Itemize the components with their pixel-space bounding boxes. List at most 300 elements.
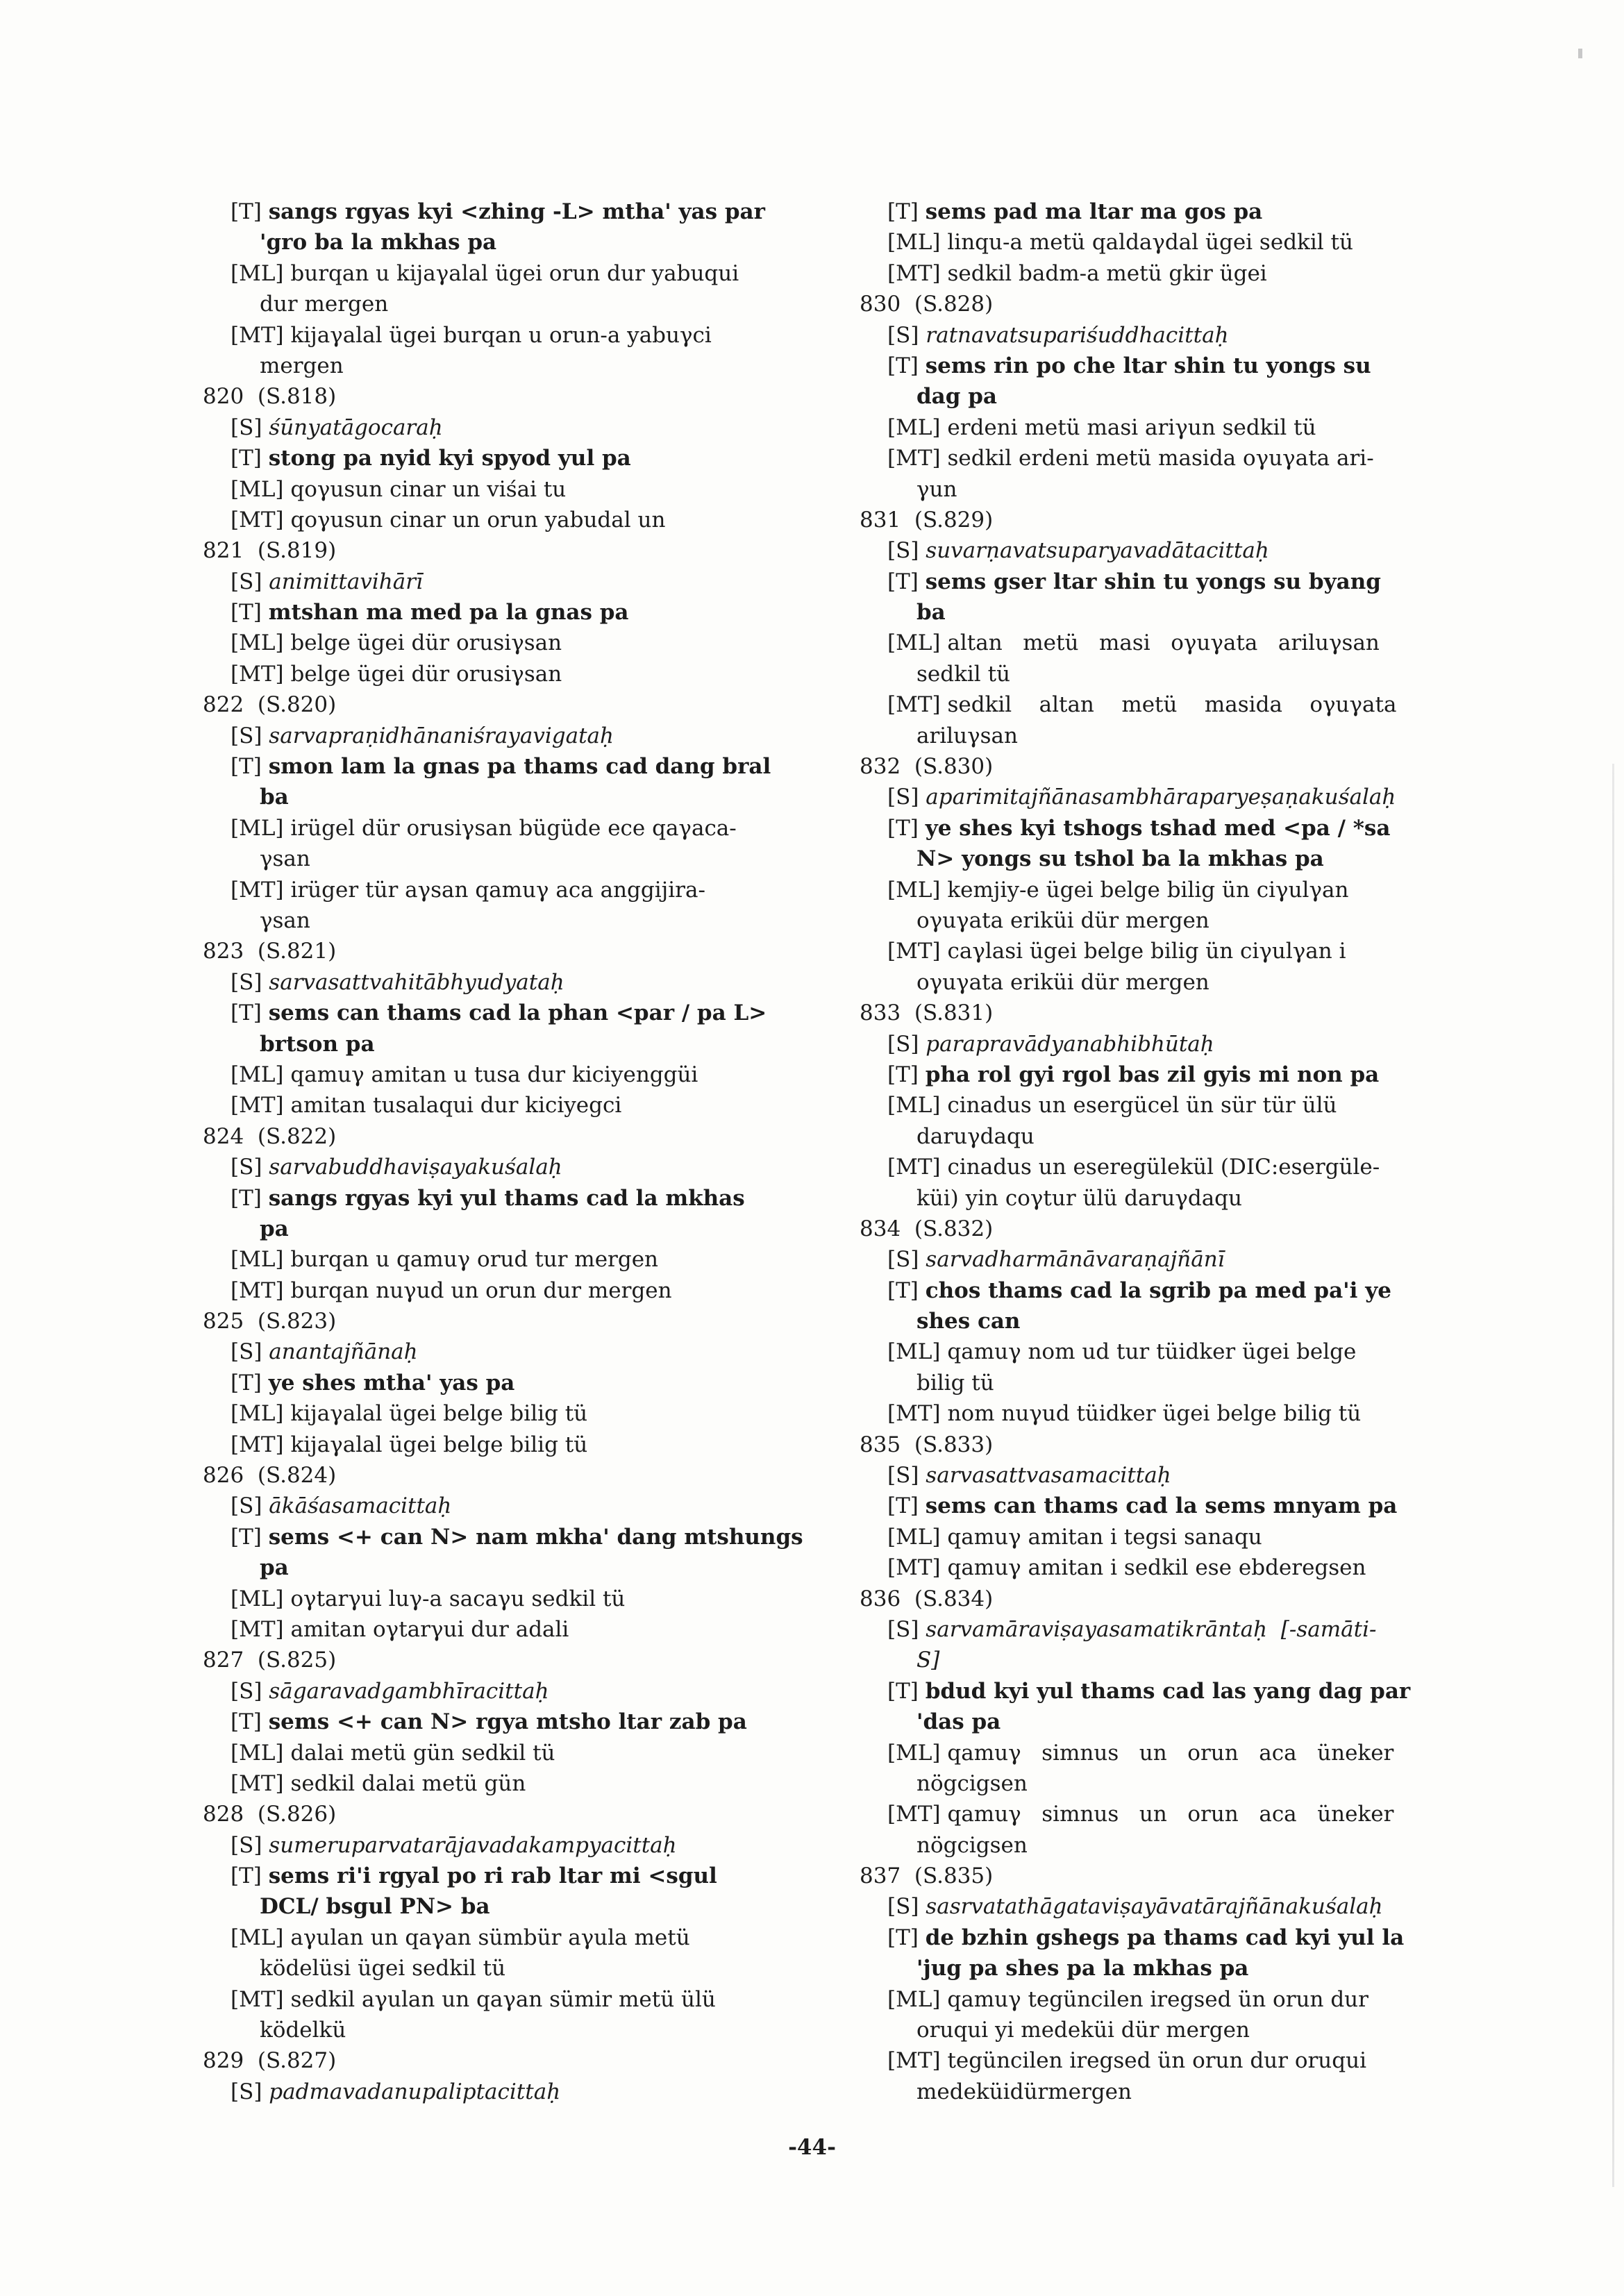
mongolian-text: dalai metü gün sedkil tü bbox=[290, 1740, 555, 1766]
line-tag: [ML] bbox=[231, 1401, 284, 1427]
entry-line bbox=[203, 1491, 828, 1521]
line-tag: [MT] bbox=[887, 1401, 941, 1427]
line-tag: [T] bbox=[887, 1925, 919, 1950]
entry-line bbox=[203, 1738, 828, 1768]
entry-line bbox=[860, 1059, 1484, 1090]
entry-continuation bbox=[860, 1953, 1484, 1984]
tibetan-text: pha rol gyi rgol bas zil gyis mi non pa bbox=[925, 1062, 1380, 1087]
mongolian-text: 830 (S.828) bbox=[860, 292, 994, 317]
sanskrit-text: padmavadanupaliptacittaḥ bbox=[269, 2079, 561, 2104]
line-tag: [ML] bbox=[887, 230, 941, 255]
entry-line bbox=[203, 967, 828, 998]
sanskrit-text: S] bbox=[916, 1648, 940, 1673]
entry-line bbox=[203, 1676, 828, 1707]
entry-number bbox=[860, 998, 1484, 1028]
mongolian-text: qamuγ simnus un orun aca üneker bbox=[947, 1740, 1394, 1766]
entry-line bbox=[860, 1398, 1484, 1429]
line-tag: [T] bbox=[887, 1062, 919, 1087]
entry-line bbox=[860, 689, 1484, 720]
tibetan-text: pa bbox=[260, 1216, 289, 1241]
mongolian-text: 827 (S.825) bbox=[203, 1648, 337, 1673]
mongolian-text: irügel dür orusiγsan bügüde ece qaγaca- bbox=[290, 815, 737, 841]
line-tag: [S] bbox=[231, 969, 262, 995]
entry-line bbox=[203, 443, 828, 474]
entry-number bbox=[203, 689, 828, 720]
mongolian-text: oruqui yi medeküi dür mergen bbox=[916, 2018, 1250, 2043]
mongolian-text: nögcigsen bbox=[916, 1770, 1028, 1796]
entry-line bbox=[203, 1768, 828, 1799]
line-tag: [MT] bbox=[231, 1093, 284, 1118]
line-tag: [ML] bbox=[231, 1586, 284, 1611]
line-tag: [ML] bbox=[231, 476, 284, 502]
scan-edge-shadow bbox=[1612, 764, 1614, 2187]
entry-line bbox=[860, 875, 1484, 905]
line-tag: [T] bbox=[887, 1277, 919, 1303]
mongolian-text: 828 (S.826) bbox=[203, 1802, 337, 1827]
mongolian-text: 821 (S.819) bbox=[203, 538, 337, 564]
entry-line bbox=[203, 412, 828, 443]
mongolian-text: qoγusun cinar un viśai tu bbox=[290, 476, 567, 502]
line-tag: [MT] bbox=[231, 1986, 284, 2012]
entry-line bbox=[203, 196, 828, 227]
entry-continuation bbox=[203, 782, 828, 812]
sanskrit-text: aparimitajñānasambhāraparyeṣaṇakuśalaḥ bbox=[926, 785, 1396, 810]
tibetan-text: pa bbox=[260, 1555, 289, 1581]
sanskrit-text: sasrvatathāgataviṣayāvatārajñānakuśalaḥ bbox=[926, 1894, 1383, 1920]
mongolian-text: dur mergen bbox=[260, 292, 389, 317]
entry-line bbox=[860, 813, 1484, 844]
entry-line bbox=[203, 1522, 828, 1552]
line-tag: [S] bbox=[887, 538, 919, 564]
mongolian-text: qamuγ nom ud tur tüidker ügei belge bbox=[947, 1339, 1357, 1365]
entry-line bbox=[203, 1922, 828, 1953]
line-tag: [T] bbox=[887, 815, 919, 841]
entry-line bbox=[860, 535, 1484, 566]
mongolian-text: qamuγ amitan i tegsi sanaqu bbox=[947, 1524, 1262, 1550]
entry-line bbox=[203, 1861, 828, 1891]
mongolian-text: nom nuγud tüidker ügei belge bilig tü bbox=[947, 1401, 1362, 1427]
entry-line bbox=[203, 628, 828, 658]
entry-continuation bbox=[860, 659, 1484, 689]
mongolian-text: kijaγalal ügei belge bilig tü bbox=[290, 1401, 588, 1427]
entry-continuation bbox=[203, 1552, 828, 1583]
mongolian-text: qamuγ amitan i sedkil ese ebderegsen bbox=[947, 1555, 1366, 1581]
right-column bbox=[860, 196, 1484, 2107]
entry-continuation bbox=[860, 1183, 1484, 1214]
line-tag: [S] bbox=[231, 1493, 262, 1519]
line-tag: [MT] bbox=[231, 507, 284, 533]
sanskrit-text: suvarṇavatsuparyavadātacittaḥ bbox=[926, 538, 1269, 564]
line-tag: [T] bbox=[887, 199, 919, 224]
mongolian-text: burqan nuγud un orun dur mergen bbox=[290, 1277, 672, 1303]
sanskrit-text: parapravādyanabhibhūtaḥ bbox=[926, 1031, 1214, 1057]
line-tag: [MT] bbox=[887, 260, 941, 286]
mongolian-text: oγtarγui luγ-a sacaγu sedkil tü bbox=[290, 1586, 626, 1611]
line-tag: [MT] bbox=[887, 1155, 941, 1180]
entry-number bbox=[860, 1584, 1484, 1614]
tibetan-text: sems can thams cad la phan <par / pa L> bbox=[268, 1000, 767, 1026]
tibetan-text: sems ri'i rgyal po ri rab ltar mi <sgul bbox=[268, 1863, 717, 1889]
entry-line bbox=[203, 320, 828, 351]
left-column bbox=[203, 196, 828, 2107]
entry-line bbox=[203, 2077, 828, 2107]
mongolian-text: tegüncilen iregsed ün orun dur oruqui bbox=[947, 2048, 1366, 2074]
entry-continuation bbox=[860, 721, 1484, 751]
line-tag: [T] bbox=[887, 1493, 919, 1519]
sanskrit-text: animittavihārī bbox=[269, 569, 423, 594]
sanskrit-text: sarvasattvasamacittaḥ bbox=[926, 1463, 1171, 1489]
mongolian-text: belge ügei dür orusiγsan bbox=[290, 630, 562, 656]
line-tag: [MT] bbox=[231, 1432, 284, 1457]
line-tag: [S] bbox=[231, 2079, 262, 2104]
tibetan-text: brtson pa bbox=[260, 1031, 375, 1057]
mongolian-text: 825 (S.823) bbox=[203, 1309, 337, 1334]
line-tag: [MT] bbox=[231, 1770, 284, 1796]
scan-speck bbox=[1578, 49, 1582, 58]
entry-line bbox=[203, 1152, 828, 1182]
entry-continuation bbox=[860, 1768, 1484, 1799]
mongolian-text: 837 (S.835) bbox=[860, 1863, 994, 1889]
line-tag: [ML] bbox=[231, 1925, 284, 1950]
entry-continuation bbox=[203, 1891, 828, 1922]
sanskrit-text: anantajñānaḥ bbox=[269, 1339, 418, 1365]
entry-continuation bbox=[860, 381, 1484, 412]
entry-number bbox=[860, 289, 1484, 319]
line-tag: [MT] bbox=[231, 1616, 284, 1642]
entry-continuation bbox=[860, 1306, 1484, 1336]
line-tag: [S] bbox=[887, 785, 919, 810]
entry-number bbox=[203, 1645, 828, 1675]
entry-continuation bbox=[860, 474, 1484, 505]
mongolian-text: sedkil dalai metü gün bbox=[290, 1770, 526, 1796]
line-tag: [S] bbox=[231, 1678, 262, 1704]
mongolian-text: belge ügei dür orusiγsan bbox=[290, 661, 562, 687]
entry-continuation bbox=[203, 905, 828, 936]
entry-line bbox=[203, 721, 828, 751]
line-tag: [ML] bbox=[231, 1062, 284, 1087]
tibetan-text: dag pa bbox=[916, 384, 997, 410]
entry-line bbox=[203, 1090, 828, 1121]
entry-number bbox=[203, 535, 828, 566]
entry-number bbox=[203, 1460, 828, 1491]
mongolian-text: altan metü masi oγuγata ariluγsan bbox=[947, 630, 1380, 656]
line-tag: [ML] bbox=[887, 1339, 941, 1365]
line-tag: [MT] bbox=[887, 939, 941, 964]
line-tag: [ML] bbox=[231, 815, 284, 841]
entry-continuation bbox=[860, 844, 1484, 874]
mongolian-text: oγuγata eriküi dür mergen bbox=[916, 907, 1209, 933]
line-tag: [S] bbox=[231, 414, 262, 440]
line-tag: [ML] bbox=[887, 1524, 941, 1550]
line-tag: [S] bbox=[887, 322, 919, 348]
entry-line bbox=[860, 351, 1484, 381]
entry-number bbox=[203, 2045, 828, 2076]
entry-line bbox=[203, 258, 828, 289]
entry-line bbox=[860, 1984, 1484, 2015]
mongolian-text: 836 (S.834) bbox=[860, 1586, 994, 1611]
line-tag: [S] bbox=[231, 1339, 262, 1365]
mongolian-text: linqu-a metü qaldaγdal ügei sedkil tü bbox=[947, 230, 1353, 255]
entry-continuation bbox=[203, 1214, 828, 1244]
entry-line bbox=[203, 659, 828, 689]
entry-number bbox=[203, 381, 828, 412]
entry-line bbox=[203, 1183, 828, 1214]
line-tag: [ML] bbox=[887, 877, 941, 903]
sanskrit-text: sarvadharmānāvaraṇajñānī bbox=[926, 1247, 1225, 1273]
line-tag: [T] bbox=[231, 1524, 262, 1550]
mongolian-text: daruγdaqu bbox=[916, 1123, 1035, 1149]
entry-line bbox=[860, 196, 1484, 227]
mongolian-text: aγulan un qaγan sümbür aγula metü bbox=[290, 1925, 690, 1950]
mongolian-text: amitan oγtarγui dur adali bbox=[290, 1616, 569, 1642]
entry-line bbox=[860, 227, 1484, 258]
entry-line bbox=[203, 1336, 828, 1367]
entry-line bbox=[203, 1398, 828, 1429]
tibetan-text: sangs rgyas kyi <zhing -L> mtha' yas par bbox=[268, 199, 765, 224]
mongolian-text: kijaγalal ügei belge bilig tü bbox=[290, 1432, 588, 1457]
mongolian-text: medeküidürmergen bbox=[916, 2079, 1132, 2104]
mongolian-text: burqan u qamuγ orud tur mergen bbox=[290, 1247, 659, 1273]
entry-continuation bbox=[860, 905, 1484, 936]
mongolian-text: erdeni metü masi ariγun sedkil tü bbox=[947, 414, 1316, 440]
entry-line bbox=[203, 597, 828, 628]
mongolian-text: oγuγata eriküi dür mergen bbox=[916, 969, 1209, 995]
mongolian-text: 834 (S.832) bbox=[860, 1216, 994, 1241]
line-tag: [S] bbox=[887, 1463, 919, 1489]
line-tag: [MT] bbox=[887, 1555, 941, 1581]
line-tag: [S] bbox=[887, 1247, 919, 1273]
entry-number bbox=[860, 1861, 1484, 1891]
entry-line bbox=[860, 2045, 1484, 2076]
entry-continuation bbox=[860, 597, 1484, 628]
entry-line bbox=[860, 1029, 1484, 1059]
entry-line bbox=[860, 567, 1484, 597]
tibetan-text: mtshan ma med pa la gnas pa bbox=[268, 600, 629, 626]
mongolian-text: 823 (S.821) bbox=[203, 939, 337, 964]
sanskrit-text: sāgaravadgambhīracittaḥ bbox=[269, 1678, 549, 1704]
mongolian-text: mergen bbox=[260, 353, 344, 378]
line-tag: [S] bbox=[231, 569, 262, 594]
entry-continuation bbox=[203, 844, 828, 874]
tibetan-text: chos thams cad la sgrib pa med pa'i ye bbox=[925, 1277, 1391, 1303]
mongolian-text: bilig tü bbox=[916, 1370, 994, 1396]
entry-line bbox=[860, 628, 1484, 658]
mongolian-text: qamuγ tegüncilen iregsed ün orun dur bbox=[947, 1986, 1368, 2012]
entry-line bbox=[860, 1244, 1484, 1275]
mongolian-text: 822 (S.820) bbox=[203, 692, 337, 718]
entry-continuation bbox=[860, 1830, 1484, 1861]
tibetan-text: N> yongs su tshol ba la mkhas pa bbox=[916, 846, 1324, 872]
entry-line bbox=[860, 782, 1484, 812]
mongolian-text: caγlasi ügei belge bilig ün ciγulγan i bbox=[947, 939, 1346, 964]
entry-continuation bbox=[860, 1645, 1484, 1675]
line-tag: [T] bbox=[231, 754, 262, 780]
entry-line bbox=[860, 1491, 1484, 1521]
mongolian-text: 829 (S.827) bbox=[203, 2048, 337, 2074]
entry-line bbox=[203, 1984, 828, 2015]
line-tag: [ML] bbox=[231, 630, 284, 656]
entry-line bbox=[203, 474, 828, 505]
entry-line bbox=[860, 412, 1484, 443]
mongolian-text: γsan bbox=[260, 846, 310, 872]
entry-continuation bbox=[860, 1121, 1484, 1152]
entry-continuation bbox=[203, 351, 828, 381]
entry-line bbox=[203, 875, 828, 905]
mongolian-text: ariluγsan bbox=[916, 723, 1018, 748]
mongolian-text: cinadus un esergücel ün sür tür ülü bbox=[947, 1093, 1337, 1118]
entry-line bbox=[860, 1275, 1484, 1306]
line-tag: [MT] bbox=[231, 877, 284, 903]
sanskrit-text: ratnavatsupariśuddhacittaḥ bbox=[926, 322, 1229, 348]
tibetan-text: sangs rgyas kyi yul thams cad la mkhas bbox=[268, 1185, 745, 1211]
sanskrit-text: sarvapraṇidhānaniśrayavigataḥ bbox=[269, 723, 614, 748]
tibetan-text: sems pad ma ltar ma gos pa bbox=[925, 199, 1263, 224]
line-tag: [T] bbox=[231, 600, 262, 626]
tibetan-text: sems gser ltar shin tu yongs su byang bbox=[925, 569, 1381, 594]
entry-continuation bbox=[860, 967, 1484, 998]
entry-line bbox=[203, 1275, 828, 1306]
sanskrit-text: sarvabuddhaviṣayakuśalaḥ bbox=[269, 1155, 562, 1180]
entry-line bbox=[203, 1368, 828, 1398]
mongolian-text: 826 (S.824) bbox=[203, 1463, 337, 1489]
line-tag: [S] bbox=[231, 1832, 262, 1858]
entry-continuation bbox=[203, 227, 828, 258]
entry-number bbox=[860, 1214, 1484, 1244]
line-tag: [T] bbox=[231, 1709, 262, 1735]
line-tag: [T] bbox=[231, 199, 262, 224]
entry-line bbox=[203, 1614, 828, 1645]
entry-number bbox=[203, 1121, 828, 1152]
line-tag: [S] bbox=[887, 1031, 919, 1057]
entry-continuation bbox=[203, 1029, 828, 1059]
entry-line bbox=[860, 320, 1484, 351]
sanskrit-text: śūnyatāgocaraḥ bbox=[269, 414, 443, 440]
mongolian-text: 824 (S.822) bbox=[203, 1123, 337, 1149]
entry-number bbox=[860, 1430, 1484, 1460]
line-tag: [MT] bbox=[231, 661, 284, 687]
line-tag: [MT] bbox=[887, 1802, 941, 1827]
line-tag: [ML] bbox=[231, 260, 284, 286]
entry-line bbox=[860, 1738, 1484, 1768]
entry-line bbox=[860, 258, 1484, 289]
mongolian-text: irüger tür aγsan qamuγ aca anggijira- bbox=[290, 877, 705, 903]
line-tag: [T] bbox=[887, 353, 919, 378]
line-tag: [MT] bbox=[887, 692, 941, 718]
line-tag: [T] bbox=[887, 1678, 919, 1704]
entry-line bbox=[203, 1430, 828, 1460]
line-tag: [T] bbox=[887, 569, 919, 594]
line-tag: [MT] bbox=[887, 446, 941, 471]
mongolian-text: sedkil altan metü masida oγuγata bbox=[947, 692, 1397, 718]
mongolian-text: burqan u kijaγalal ügei orun dur yabuqui bbox=[290, 260, 739, 286]
entry-continuation bbox=[860, 2077, 1484, 2107]
entry-line bbox=[860, 1552, 1484, 1583]
line-tag: [S] bbox=[231, 1155, 262, 1180]
tibetan-text: DCL/ bsgul PN> ba bbox=[260, 1894, 490, 1920]
entry-line bbox=[203, 567, 828, 597]
mongolian-text: qamuγ amitan u tusa dur kiciyenggüi bbox=[290, 1062, 698, 1087]
mongolian-text: sedkil aγulan un qaγan sümir metü ülü bbox=[290, 1986, 716, 2012]
mongolian-text: ködelüsi ügei sedkil tü bbox=[260, 1956, 506, 1981]
entry-line bbox=[860, 1676, 1484, 1707]
mongolian-text: amitan tusalaqui dur kiciyegci bbox=[290, 1093, 622, 1118]
entry-line bbox=[860, 1336, 1484, 1367]
tibetan-text: ba bbox=[916, 600, 946, 626]
entry-line bbox=[860, 1799, 1484, 1829]
line-tag: [ML] bbox=[887, 1093, 941, 1118]
line-tag: [T] bbox=[231, 1185, 262, 1211]
entry-line bbox=[203, 1707, 828, 1737]
line-tag: [T] bbox=[231, 1000, 262, 1026]
sanskrit-text: sumeruparvatarājavadakampyacittaḥ bbox=[269, 1832, 677, 1858]
entry-line bbox=[203, 505, 828, 535]
mongolian-text: 820 (S.818) bbox=[203, 384, 337, 410]
entry-continuation bbox=[203, 289, 828, 319]
tibetan-text: sems <+ can N> nam mkha' dang mtshungs bbox=[268, 1524, 803, 1550]
line-tag: [ML] bbox=[887, 414, 941, 440]
page-number: -44- bbox=[788, 2135, 836, 2160]
tibetan-text: 'gro ba la mkhas pa bbox=[260, 230, 497, 255]
line-tag: [S] bbox=[231, 723, 262, 748]
entry-continuation bbox=[203, 1953, 828, 1984]
line-tag: [T] bbox=[231, 1370, 262, 1396]
tibetan-text: de bzhin gshegs pa thams cad kyi yul la bbox=[925, 1925, 1405, 1950]
mongolian-text: 832 (S.830) bbox=[860, 754, 994, 780]
line-tag: [S] bbox=[887, 1616, 919, 1642]
mongolian-text: ködelkü bbox=[260, 2018, 346, 2043]
mongolian-text: γun bbox=[916, 476, 957, 502]
line-tag: [ML] bbox=[887, 1740, 941, 1766]
mongolian-text: 835 (S.833) bbox=[860, 1432, 994, 1457]
tibetan-text: ye shes mtha' yas pa bbox=[268, 1370, 515, 1396]
entry-number bbox=[203, 936, 828, 966]
mongolian-text: 831 (S.829) bbox=[860, 507, 994, 533]
entry-line bbox=[203, 1584, 828, 1614]
tibetan-text: 'das pa bbox=[916, 1709, 1001, 1735]
entry-line bbox=[860, 1614, 1484, 1645]
entry-line bbox=[203, 1830, 828, 1861]
mongolian-text: nögcigsen bbox=[916, 1832, 1028, 1858]
line-tag: [MT] bbox=[231, 322, 284, 348]
line-tag: [T] bbox=[231, 1863, 262, 1889]
entry-line bbox=[860, 936, 1484, 966]
line-tag: [MT] bbox=[231, 1277, 284, 1303]
mongolian-text: sedkil badm-a metü gkir ügei bbox=[947, 260, 1267, 286]
mongolian-text: qoγusun cinar un orun yabudal un bbox=[290, 507, 666, 533]
line-tag: [MT] bbox=[887, 2048, 941, 2074]
mongolian-text: cinadus un eseregülekül (DIC:esergüle- bbox=[947, 1155, 1380, 1180]
entry-line bbox=[203, 813, 828, 844]
line-tag: [ML] bbox=[887, 630, 941, 656]
tibetan-text: stong pa nyid kyi spyod yul pa bbox=[268, 446, 631, 471]
entry-continuation bbox=[860, 1368, 1484, 1398]
entry-line bbox=[860, 1152, 1484, 1182]
mongolian-text: 833 (S.831) bbox=[860, 1000, 994, 1026]
entry-line bbox=[203, 1244, 828, 1275]
tibetan-text: 'jug pa shes pa la mkhas pa bbox=[916, 1956, 1249, 1981]
tibetan-text: shes can bbox=[916, 1309, 1021, 1334]
entry-number bbox=[860, 751, 1484, 782]
mongolian-text: sedkil tü bbox=[916, 661, 1010, 687]
entry-number bbox=[203, 1306, 828, 1336]
entry-line bbox=[203, 1059, 828, 1090]
entry-line bbox=[860, 1891, 1484, 1922]
entry-number bbox=[203, 1799, 828, 1829]
tibetan-text: ba bbox=[260, 785, 289, 810]
entry-line bbox=[860, 1090, 1484, 1121]
entry-continuation bbox=[860, 2015, 1484, 2045]
entry-line bbox=[203, 998, 828, 1028]
